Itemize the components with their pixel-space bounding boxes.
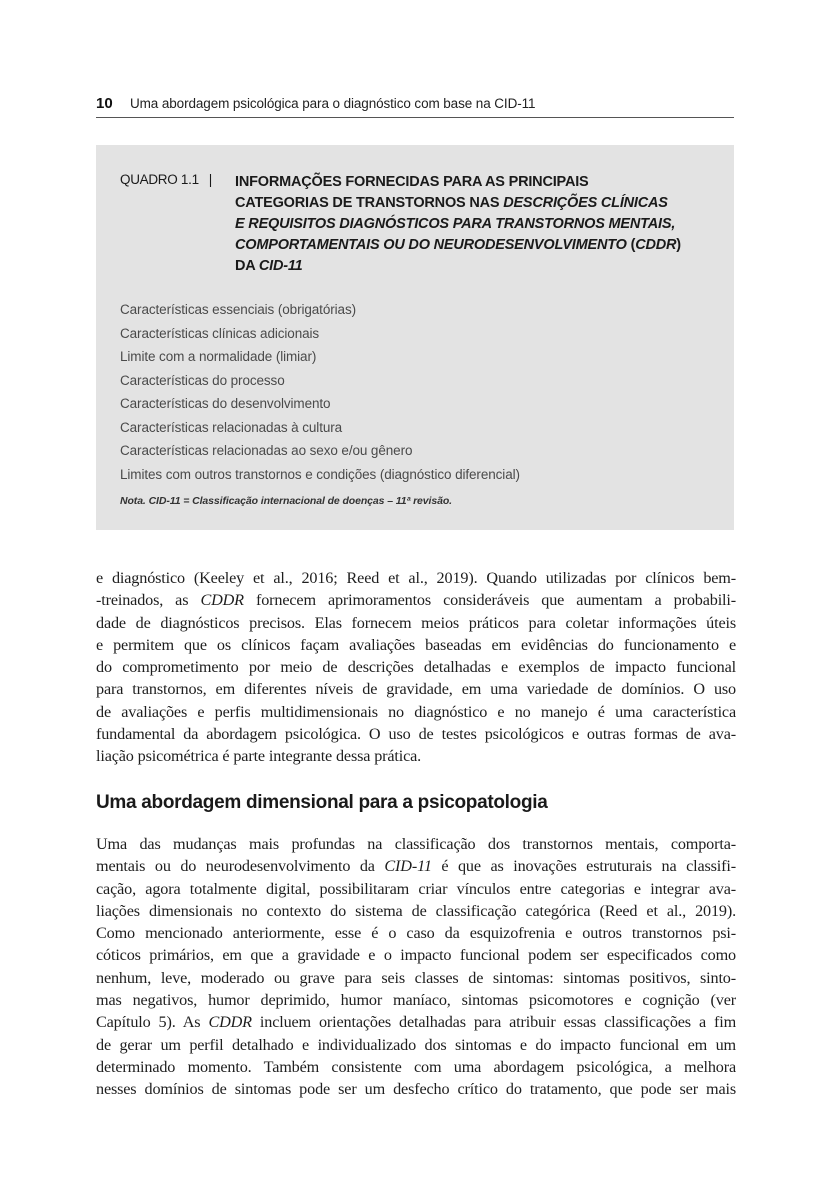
box-label (120, 172, 235, 277)
list-item: Características essenciais (obrigatórias) (120, 302, 356, 317)
text-line: -treinados, as CDDR fornecem aprimoramentos consideráveis que aumentam a probabili- (96, 591, 736, 610)
text-line: Como mencionado anteriormente, esse é o caso da esquizofrenia e outros transtornos psi- (96, 924, 736, 943)
list-item: Características do processo (120, 372, 285, 388)
text-line: liação psicométrica é parte integrante dessa prática. (96, 747, 422, 766)
list-item: Características clínicas adicionais (120, 325, 320, 341)
text-line: fundamental da abordagem psicológica. O uso de testes psicológicos e outras formas de ava- (96, 725, 736, 744)
list-item: Características do desenvolvimento (120, 396, 331, 411)
quadro-box (96, 145, 734, 530)
list-item: Características relacionadas ao sexo e/ou gênero (120, 443, 413, 458)
text-line: Capítulo 5). As CDDR incluem orientações detalhadas para atribuir essas classificações a fim (96, 1013, 737, 1032)
list-item: Características relacionadas à cultura (120, 419, 343, 435)
box-title-line: INFORMAÇÕES FORNECIDAS PARA AS PRINCIPAIS (235, 174, 589, 190)
box-separator: | (208, 172, 212, 187)
box-title (235, 172, 705, 277)
box-title-line: DA CID-11 (235, 258, 303, 274)
box-title-line: CATEGORIAS DE TRANSTORNOS NAS DESCRIÇÕES CLÍNICAS (235, 195, 668, 211)
text-line: cóticos primários, em que a gravidade e o impacto funcional podem ser especificados como (96, 946, 736, 965)
text-line: e diagnóstico (Keeley et al., 2016; Reed et al., 2019). Quando utilizadas por clínicos bem- (96, 569, 736, 587)
text-line: mentais ou do neurodesenvolvimento da CID-11 é que as inovações estruturais na classifi- (96, 857, 736, 876)
text-line: dade de diagnósticos precisos. Elas fornecem meios práticos para coletar informações úteis (96, 613, 736, 632)
box-title-line: E REQUISITOS DIAGNÓSTICOS PARA TRANSTORNOS MENTAIS, (235, 216, 676, 232)
text-line: liações dimensionais no contexto do sistema de classificação categórica (Reed et al., 2019). (96, 901, 736, 920)
text-line: determinado momento. Também consistente com uma abordagem psicológica, a melhora (96, 1057, 736, 1076)
text-line: cação, agora totalmente digital, possibilitaram criar vínculos entre categorias e integrar ava- (96, 879, 736, 898)
box-note: Nota. CID-11 = Classificação internacional de doenças – 11ª revisão. (120, 495, 452, 507)
box-list (120, 298, 520, 486)
text-line: e permitem que os clínicos façam avaliações baseadas em evidências do funcionamento e (96, 635, 736, 654)
text-line: do comprometimento por meio de descrições detalhadas e exemplos de impacto funcional (96, 658, 736, 677)
paragraph-2 (96, 833, 736, 1101)
text-line: Uma das mudanças mais profundas na classificação dos transtornos mentais, comporta- (96, 835, 736, 853)
box-number: QUADRO 1.1 (120, 172, 199, 187)
running-title: Uma abordagem psicológica para o diagnóstico com base na CID-11 (130, 96, 536, 111)
text-line: nesses domínios de sintomas pode ser um desfecho crítico do tratamento, que pode ser mais (96, 1080, 736, 1099)
list-item: Limites com outros transtornos e condições (diagnóstico diferencial) (120, 466, 520, 482)
text-line: para transtornos, em diferentes níveis de gravidade, em uma variedade de domínios. O uso (96, 680, 736, 699)
list-item: Limite com a normalidade (limiar) (120, 349, 317, 364)
text-line: nenhum, leve, moderado ou grave para seis classes de sintomas: sintomas positivos, sinto- (96, 968, 736, 987)
paragraph-1 (96, 567, 736, 768)
section-heading: Uma abordagem dimensional para a psicopatologia (96, 792, 548, 813)
text-line: de avaliações e perfis multidimensionais no diagnóstico e no manejo é uma característica (96, 702, 736, 721)
running-header (96, 95, 734, 118)
page-number: 10 (96, 95, 113, 112)
box-header (120, 172, 705, 277)
box-title-line: COMPORTAMENTAIS OU DO NEURODESENVOLVIMENTO (CDDR) (235, 237, 681, 253)
text-line: de gerar um perfil detalhado e individualizado dos sintomas e do impacto funcional em um (96, 1035, 736, 1054)
text-line: mas negativos, humor deprimido, humor maníaco, sintomas psicomotores e cognição (ver (96, 991, 736, 1010)
